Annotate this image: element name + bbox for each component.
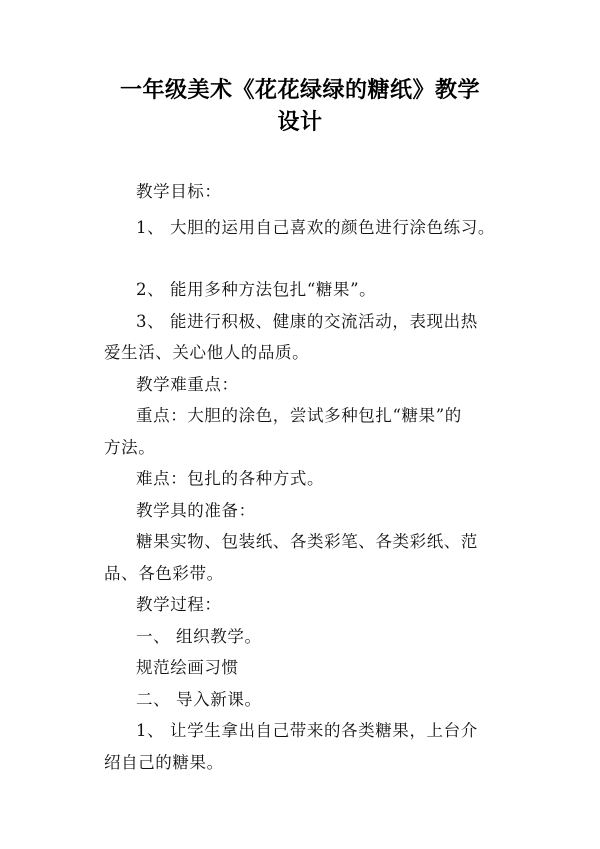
process-step-2: 二、 导入新课。 [136, 690, 262, 709]
objective-2: 2、 能用多种方法包扎“糖果”。 [136, 280, 377, 299]
process-step-1-detail: 规范绘画习惯 [136, 658, 239, 677]
process-step-1: 一、 组织教学。 [136, 627, 262, 646]
difficult-point: 难点：包扎的各种方式。 [136, 469, 325, 488]
process-step-2-item-1-line-2: 绍自己的糖果。 [104, 753, 224, 772]
objective-1: 1、 大胆的运用自己喜欢的颜色进行涂色练习。 [136, 218, 495, 237]
section-heading-process: 教学过程： [136, 595, 222, 614]
key-point-line-2: 方法。 [104, 438, 156, 457]
key-point-line-1: 重点：大胆的涂色，尝试多种包扎“糖果”的 [136, 406, 462, 425]
process-step-2-item-1-line-1: 1、 让学生拿出自己带来的各类糖果，上台介 [136, 721, 478, 740]
document-title-line-2: 设计 [277, 110, 323, 135]
section-heading-key-points: 教学难重点： [136, 375, 239, 394]
objective-3-line-1: 3、 能进行积极、健康的交流活动，表现出热 [136, 312, 478, 331]
section-heading-materials: 教学具的准备： [136, 501, 256, 520]
document-title-line-1: 一年级美术《花花绿绿的糖纸》教学 [119, 78, 480, 103]
materials-line-1: 糖果实物、包装纸、各类彩笔、各类彩纸、范 [136, 532, 478, 551]
materials-line-2: 品、各色彩带。 [104, 564, 224, 583]
objective-3-line-2: 爱生活、关心他人的品质。 [104, 343, 310, 362]
section-heading-objectives: 教学目标： [136, 182, 222, 201]
